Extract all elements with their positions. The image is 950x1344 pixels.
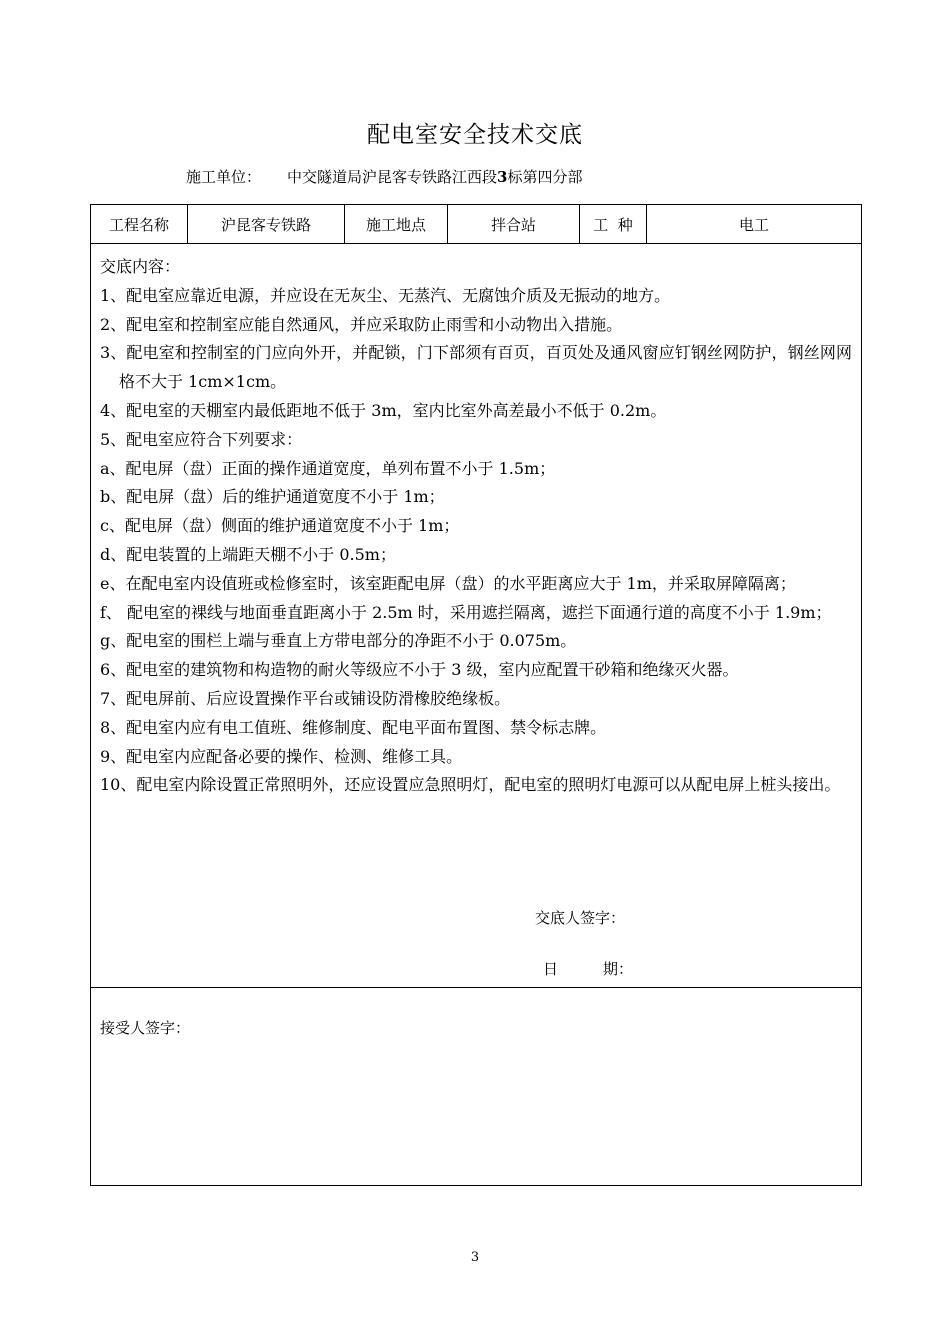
content-item: 1、配电室应靠近电源，并应设在无灰尘、无蒸汽、无腐蚀介质及无振动的地方。 xyxy=(100,285,671,305)
header-row xyxy=(91,205,861,244)
content-item: g、配电室的围栏上端与垂直上方带电部分的净距不小于 0.075m。 xyxy=(100,631,577,651)
content-item: b、配电屏（盘）后的维护通道宽度不小于 1m； xyxy=(100,487,445,507)
content-body xyxy=(100,253,852,800)
unit-value-post: 标第四分部 xyxy=(507,168,583,186)
content-item: 2、配电室和控制室应能自然通风，并应采取防止雨雪和小动物出入措施。 xyxy=(100,314,623,334)
project-name-value: 沪昆客专铁路 xyxy=(188,205,345,243)
content-item: 10、配电室内除设置正常照明外，还应设置应急照明灯，配电室的照明灯电源可以从配电屏上桩头接出。 xyxy=(100,775,841,795)
page-number: 3 xyxy=(470,1250,480,1265)
content-item: 9、配电室内应配备必要的操作、检测、维修工具。 xyxy=(100,746,463,766)
site-label: 施工地点 xyxy=(345,205,448,243)
date-label: 日 期： xyxy=(543,960,634,978)
content-item: e、在配电室内设值班或检修室时，该室距配电屏（盘）的水平距离应大于 1m，并采取屏障隔离； xyxy=(100,573,796,593)
disclosure-content xyxy=(91,244,861,988)
document-title: 配电室安全技术交底 xyxy=(367,122,583,148)
content-item: c、配电屏（盘）侧面的维护通道宽度不小于 1m； xyxy=(100,516,460,536)
unit-label: 施工单位： xyxy=(186,168,262,186)
content-item: f、 配电室的裸线与地面垂直距离小于 2.5m 时，采用遮拦隔离，遮拦下面通行道的高度不小于 1.9m； xyxy=(100,602,832,622)
content-item: 7、配电屏前、后应设置操作平台或铺设防滑橡胶绝缘板。 xyxy=(100,688,511,708)
content-item: 4、配电室的天棚室内最低距地不低于 3m，室内比室外高差最小不低于 0.2m。 xyxy=(100,400,667,420)
trade-label: 工 种 xyxy=(580,205,647,243)
unit-value-pre: 中交隧道局沪昆客专铁路江西段 xyxy=(287,168,498,186)
content-item: 8、配电室内应有电工值班、维修制度、配电平面布置图、禁令标志牌。 xyxy=(100,717,607,737)
content-item: a、配电屏（盘）正面的操作通道宽度，单列布置不小于 1.5m； xyxy=(100,458,556,478)
content-item: 6、配电室的建筑物和构造物的耐火等级应不小于 3 级，室内应配置干砂箱和绝缘灭火器。 xyxy=(100,660,739,680)
unit-value-bold: 3 xyxy=(497,168,508,186)
site-value: 拌合站 xyxy=(448,205,580,243)
trade-value: 电工 xyxy=(738,215,769,234)
discloser-signature-label: 交底人签字： xyxy=(535,909,626,927)
disclosure-table xyxy=(90,204,862,1186)
content-item: 5、配电室应符合下列要求： xyxy=(100,429,303,449)
content-heading: 交底内容： xyxy=(100,257,181,276)
content-item: d、配电装置的上端距天棚不小于 0.5m； xyxy=(100,544,396,564)
content-item: 3、配电室和控制室的门应向外开，并配锁，门下部须有百页，百页处及通风窗应钉钢丝网防护，钢丝网网格不大于 1cm×1cm。 xyxy=(100,343,852,392)
project-name-label: 工程名称 xyxy=(91,205,188,243)
receiver-signature-label: 接受人签字： xyxy=(100,1019,191,1037)
construction-unit xyxy=(186,166,582,187)
